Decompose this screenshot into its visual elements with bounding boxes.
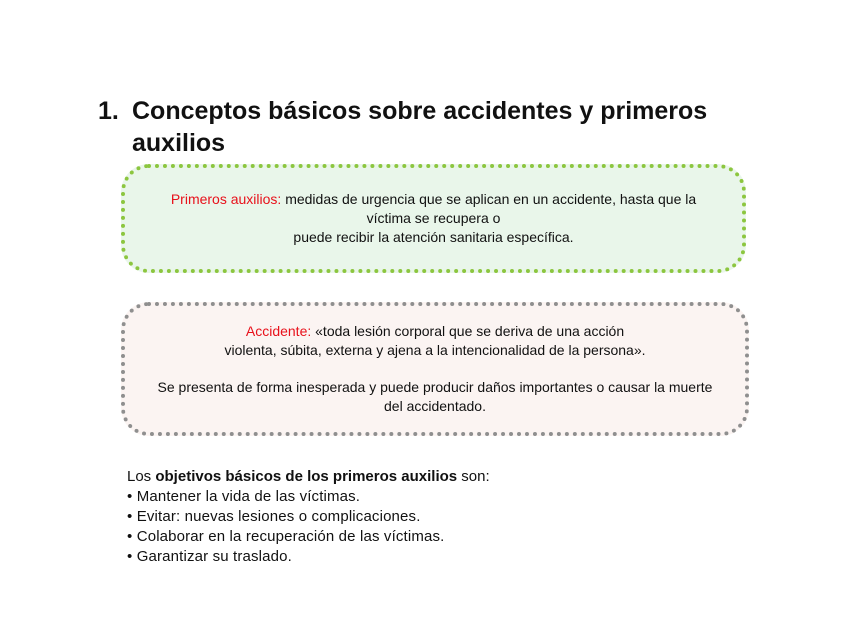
accident-definition-box <box>121 302 749 436</box>
objectives-intro-prefix: Los <box>127 468 156 485</box>
accident-quote-text: «toda lesión corporal que se deriva de una acción <box>311 323 625 339</box>
objectives-intro-suffix: son: <box>457 468 490 485</box>
first-aid-term: Primeros auxilios: <box>170 191 282 207</box>
objective-item: • Mantener la vida de las víctimas. <box>127 488 361 505</box>
first-aid-definition-text <box>147 190 720 228</box>
accident-quote-line1 <box>246 322 624 341</box>
objective-item: • Colaborar en la recuperación de las víctimas. <box>127 528 445 545</box>
first-aid-definition-box <box>121 164 746 273</box>
first-aid-definition-line1: medidas de urgencia que se aplican en un accidente, hasta que la víctima se recupera o <box>281 191 697 226</box>
heading-number: 1. <box>98 97 119 125</box>
heading-title: Conceptos básicos sobre accidentes y primeros auxilios <box>132 97 708 157</box>
accident-term: Accidente: <box>245 323 312 339</box>
objectives-section <box>127 467 727 567</box>
accident-quote-line2: violenta, súbita, externa y ajena a la intencionalidad de la persona». <box>224 342 646 358</box>
objectives-intro <box>127 467 727 487</box>
accident-description: Se presenta de forma inesperada y puede producir daños importantes o causar la muerte del accidentado. <box>157 379 713 414</box>
objective-item: • Evitar: nuevas lesiones o complicaciones. <box>127 508 421 525</box>
section-heading <box>98 95 758 159</box>
first-aid-definition-line2: puede recibir la atención sanitaria específica. <box>293 229 574 245</box>
objectives-intro-bold: objetivos básicos de los primeros auxilios <box>155 468 458 485</box>
objective-item: • Garantizar su traslado. <box>127 548 292 565</box>
